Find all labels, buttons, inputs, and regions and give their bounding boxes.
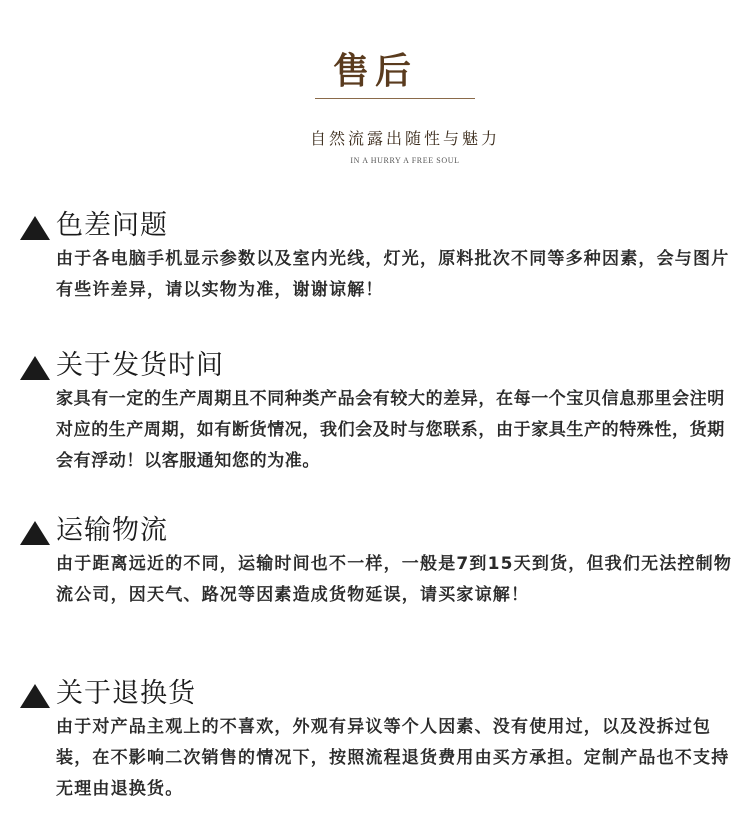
section-heading [20,348,740,384]
section-heading [20,676,740,712]
triangle-bullet-icon [20,356,50,380]
title-divider [315,98,475,99]
page-subtitle: 自然流露出随性与魅力 [309,129,500,148]
section-body: 由于对产品主观上的不喜欢，外观有异议等个人因素、没有使用过，以及没拆过包装，在不影响二次销售的情况下，按照流程退货费用由买方承担。定制产品也不支持无理由退换货。 [56,717,730,799]
section-body: 由于各电脑手机显示参数以及室内光线，灯光，原料批次不同等多种因素，会与图片有些许差异，请以实物为准，谢谢谅解！ [56,249,730,300]
section-heading [20,208,740,244]
section-delivery-time [20,348,740,477]
section-shipping [20,513,740,611]
section-body: 由于距离远近的不同，运输时间也不一样，一般是7到15天到货，但我们无法控制物流公司，因天气、路况等因素造成货物延误，请买家谅解！ [56,554,733,605]
page-header [0,0,750,180]
section-heading [20,513,740,549]
section-color-difference [20,208,740,306]
page-title: 售后 [332,50,417,92]
section-title: 关于发货时间 [56,350,224,381]
section-title: 运输物流 [56,515,168,546]
triangle-bullet-icon [20,216,50,240]
section-body: 家具有一定的生产周期且不同种类产品会有较大的差异，在每一个宝贝信息那里会注明对应的生产周期，如有断货情况，我们会及时与您联系，由于家具生产的特殊性，货期会有浮动！以客服通知您的为准。 [56,389,725,471]
section-title: 色差问题 [56,210,168,241]
section-returns [20,676,740,805]
page-tagline: IN A HURRY A FREE SOUL [350,156,460,165]
section-title: 关于退换货 [56,678,196,709]
triangle-bullet-icon [20,684,50,708]
triangle-bullet-icon [20,521,50,545]
